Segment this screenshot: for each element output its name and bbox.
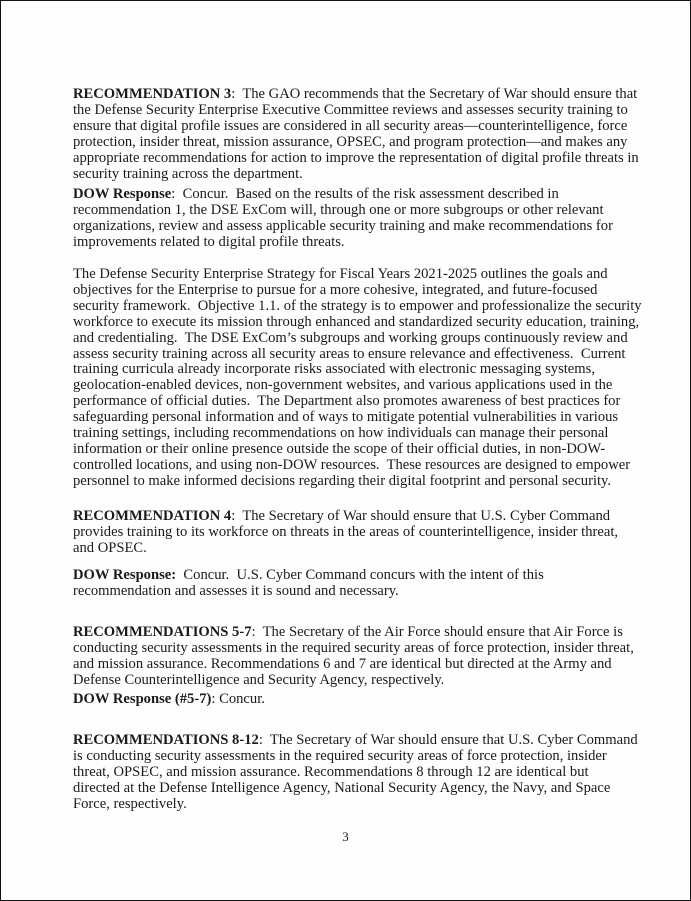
page-number: 3 bbox=[342, 829, 349, 844]
dow-response-3: DOW Response: Concur. Based on the results of the risk assessment described in recommendation 1, the DSE ExCom will, through one or more subgroups or other relevant organizations, review and assess applicable security training and make recommendations for improvements related to digital profile threats. bbox=[73, 186, 613, 250]
recommendations-8-12-heading: RECOMMENDATIONS 8-12 bbox=[73, 732, 259, 748]
recommendation-4: RECOMMENDATION 4: The Secretary of War should ensure that U.S. Cyber Command provides training to its workforce on threats in the areas of counterintelligence, insider threat, and OPSEC. bbox=[73, 508, 619, 556]
dow-response-4-heading: DOW Response: bbox=[73, 567, 177, 583]
strategy-paragraph: The Defense Security Enterprise Strategy for Fiscal Years 2021-2025 outlines the goals and objectives for the Enterprise to pursue for a more cohesive, integrated, and future-focused security framework. Objective 1.1. of the strategy is to empower and professionalize the security workforce to execute its mission through enhanced and standardized security education, training, and credentialing. The DSE ExCom’s subgroups and working groups continuously review and assess security training across all security areas to ensure relevance and effectiveness. Current training curricula already incorporate risks associated with electronic messaging systems, geolocation-enabled devices, non-government websites, and various applications used in the performance of official duties. The Department also promotes awareness of best practices for safeguarding personal information and of ways to mitigate potential vulnerabilities in various training settings, including recommendations on how individuals can manage their personal information or their online presence outside the scope of their official duties, in non-DOW- controlled locations, and using non-DOW resources. These resources are designed to empower personnel to make informed decisions regarding their digital footprint and personal security. bbox=[73, 266, 642, 489]
recommendation-3-heading: RECOMMENDATION 3 bbox=[73, 86, 232, 102]
recommendations-5-7: RECOMMENDATIONS 5-7: The Secretary of the Air Force should ensure that Air Force is conducting security assessments in the required security areas of force protection, insider threat, and mission assurance. Recommendations 6 and 7 are identical but directed at the Army and Defense Counterintelligence and Security Agency, respectively. bbox=[73, 624, 634, 688]
dow-response-5-7-heading: DOW Response (#5-7) bbox=[73, 691, 212, 707]
dow-response-5-7: DOW Response (#5-7): Concur. bbox=[73, 691, 265, 707]
recommendation-4-heading: RECOMMENDATION 4 bbox=[73, 508, 232, 524]
recommendation-3: RECOMMENDATION 3: The GAO recommends that the Secretary of War should ensure that the Defense Security Enterprise Executive Committee reviews and assesses security training to ensure that digital profile issues are considered in all security areas—counterintelligence, force protection, insider threat, mission assurance, OPSEC, and program protection—and makes any appropriate recommendations for action to improve the representation of digital profile threats in security training across the department. bbox=[73, 86, 639, 182]
recommendations-5-7-heading: RECOMMENDATIONS 5-7 bbox=[73, 624, 252, 640]
recommendations-8-12: RECOMMENDATIONS 8-12: The Secretary of War should ensure that U.S. Cyber Command is conducting security assessments in the required security areas of force protection, insider threat, OPSEC, and mission assurance. Recommendations 8 through 12 are identical but directed at the Defense Intelligence Agency, National Security Agency, the Navy, and Space Force, respectively. bbox=[73, 732, 638, 812]
dow-response-4: DOW Response: Concur. U.S. Cyber Command concurs with the intent of this recommendation and assesses it is sound and necessary. bbox=[73, 567, 544, 599]
dow-response-3-heading: DOW Response bbox=[73, 186, 172, 202]
